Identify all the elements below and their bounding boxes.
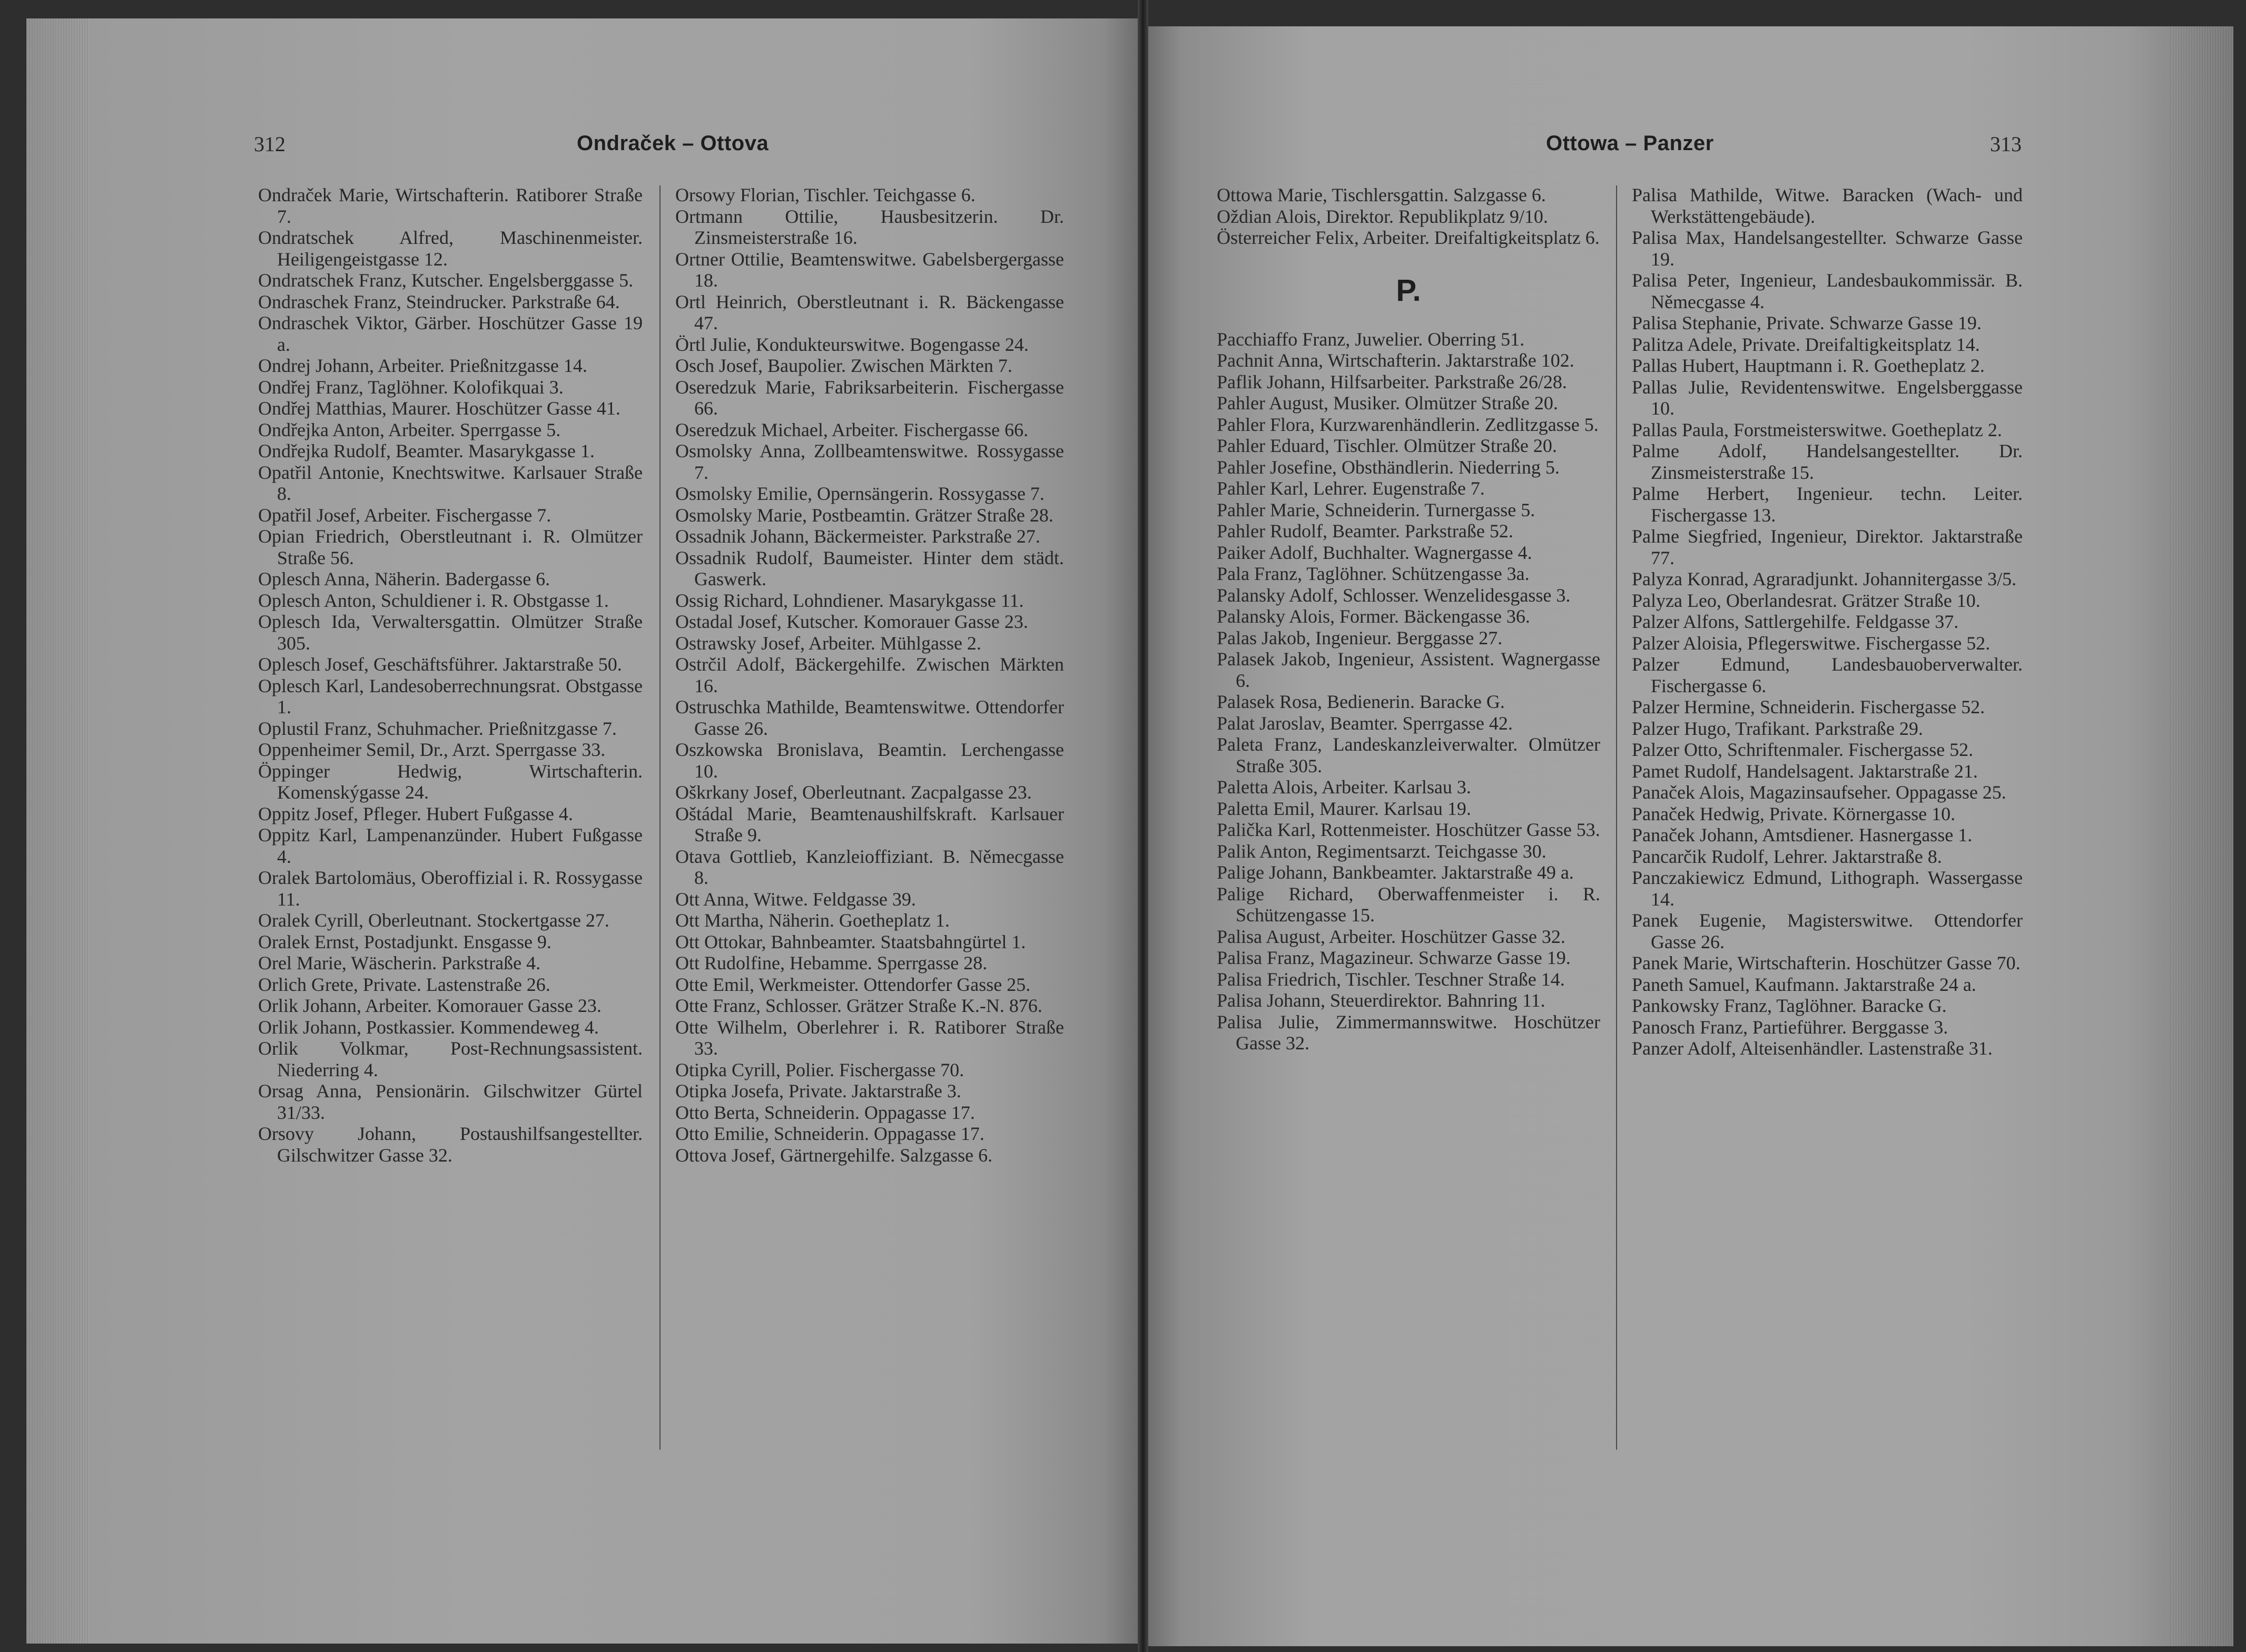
right-page-column-2 [1632,184,2023,1059]
directory-entry: Otte Franz, Schlosser. Grätzer Straße K.-N. 876. [675,995,1042,1016]
left-page-column-1 [258,184,643,1166]
directory-entry: Osmolsky Marie, Postbeamtin. Grätzer Straße 28. [675,504,1053,526]
directory-entry: Oralek Cyrill, Oberleutnant. Stockertgasse 27. [258,910,609,931]
directory-entry: Ostrawsky Josef, Arbeiter. Mühlgasse 2. [675,632,981,654]
directory-entry: Otipka Cyrill, Polier. Fischergasse 70. [675,1059,964,1080]
right-running-head: Ottowa – Panzer [1546,132,1714,155]
directory-entry: Palička Karl, Rottenmeister. Hoschützer Gasse 53. [1217,819,1600,840]
directory-entry: Oppenheimer Semil, Dr., Arzt. Sperrgasse 33. [258,739,606,760]
directory-entry: Orel Marie, Wäscherin. Parkstraße 4. [258,952,541,974]
directory-entry: Otto Berta, Schneiderin. Oppagasse 17. [675,1102,975,1123]
directory-entry: Ott Rudolfine, Hebamme. Sperrgasse 28. [675,952,988,974]
directory-entry: Ottowa Marie, Tischlersgattin. Salzgasse 6. [1217,184,1546,205]
directory-entry: Ondratschek Franz, Kutscher. Engelsberggasse 5. [258,270,634,291]
directory-entry: Orlik Johann, Postkassier. Kommendeweg 4. [258,1016,599,1038]
directory-entry: Oplesch Josef, Geschäftsführer. Jaktarstraße 50. [258,654,622,675]
directory-entry: Pahler Rudolf, Beamter. Parkstraße 52. [1217,520,1513,542]
directory-entry: Palme Siegfried, Ingenieur, Direktor. Jaktarstraße 77. [1632,526,2023,568]
directory-entry: Ortner Ottilie, Beamtenswitwe. Gabelsbergergasse 18. [675,248,1064,291]
directory-entry: Otava Gottlieb, Kanzleioffiziant. B. Němecgasse 8. [675,845,1064,888]
directory-entry: Palyza Leo, Oberlandesrat. Grätzer Straße 10. [1632,589,1981,611]
directory-entry: Palas Jakob, Ingenieur. Berggasse 27. [1217,627,1503,648]
directory-entry: Pahler Flora, Kurzwarenhändlerin. Zedlitzgasse 5. [1217,414,1599,435]
directory-entry: Palzer Hermine, Schneiderin. Fischergasse 52. [1632,696,1985,717]
directory-entry: Örtl Julie, Kondukteurswitwe. Bogengasse 24. [675,333,1029,355]
directory-entry: Österreicher Felix, Arbeiter. Dreifaltigkeitsplatz 6. [1217,227,1600,248]
directory-entry: Oralek Ernst, Postadjunkt. Ensgasse 9. [258,931,551,952]
directory-entry: Oplesch Ida, Verwaltersgattin. Olmützer Straße 305. [258,611,643,654]
directory-entry: Pallas Paula, Forstmeisterswitwe. Goetheplatz 2. [1632,419,2002,440]
directory-entry: Palisa Friedrich, Tischler. Teschner Straße 14. [1217,968,1565,990]
directory-entry: Pahler Josefine, Obsthändlerin. Niederring 5. [1217,456,1560,478]
directory-entry: Palzer Edmund, Landesbauoberverwalter. Fischergasse 6. [1632,654,2023,696]
directory-entry: Osmolsky Emilie, Opernsängerin. Rossygasse 7. [675,483,1045,504]
directory-entry: Oppitz Karl, Lampenanzünder. Hubert Fußgasse 4. [258,824,643,867]
directory-entry: Pahler Eduard, Tischler. Olmützer Straße 20. [1217,435,1557,456]
directory-entry: Otto Emilie, Schneiderin. Oppagasse 17. [675,1123,984,1144]
directory-entry: Palasek Rosa, Bedienerin. Baracke G. [1217,691,1505,712]
directory-entry: Pamet Rudolf, Handelsagent. Jaktarstraße 21. [1632,760,1978,782]
directory-entry: Opatřil Josef, Arbeiter. Fischergasse 7. [258,504,551,526]
directory-entry: Ottova Josef, Gärtnergehilfe. Salzgasse 6. [675,1144,993,1166]
directory-entry: Ostruschka Mathilde, Beamtenswitwe. Ottendorfer Gasse 26. [675,696,1064,739]
directory-entry: Palisa August, Arbeiter. Hoschützer Gasse 32. [1217,926,1565,947]
directory-entry: Orlik Johann, Arbeiter. Komorauer Gasse 23. [258,995,602,1016]
directory-entry: Paletta Emil, Maurer. Karlsau 19. [1217,798,1471,819]
directory-entry: Panczakiewicz Edmund, Lithograph. Wassergasse 14. [1632,867,2023,910]
directory-entry: Oplesch Karl, Landesoberrechnungsrat. Obstgasse 1. [258,675,643,717]
directory-entry: Osch Josef, Baupolier. Zwischen Märkten 7. [675,355,1012,376]
directory-entry: Palisa Mathilde, Witwe. Baracken (Wach- und Werkstättengebäude). [1632,184,2023,227]
section-letter-heading: P. [1396,273,1421,308]
directory-entry: Ondratschek Alfred, Maschinenmeister. Heiligengeistgasse 12. [258,227,643,270]
directory-entry: Orsowy Florian, Tischler. Teichgasse 6. [675,184,976,205]
directory-entry: Ondřej Franz, Taglöhner. Kolofikquai 3. [258,376,564,398]
right-page-column-1 [1217,184,1600,1054]
directory-entry: Paiker Adolf, Buchhalter. Wagnergasse 4. [1217,542,1532,563]
directory-entry: Paletta Alois, Arbeiter. Karlsau 3. [1217,776,1471,798]
directory-entry: Ortmann Ottilie, Hausbesitzerin. Dr. Zinsmeisterstraße 16. [675,205,1064,248]
directory-entry: Pahler Karl, Lehrer. Eugenstraße 7. [1217,478,1485,499]
directory-entry: Ortl Heinrich, Oberstleutnant i. R. Bäckengasse 47. [675,291,1064,333]
directory-entry: Ossig Richard, Lohndiener. Masarykgasse 11. [675,589,1024,611]
directory-entry: Ondřejka Rudolf, Beamter. Masarykgasse 1. [258,440,595,461]
directory-entry: Panaček Johann, Amtsdiener. Hasnergasse 1. [1632,824,1973,845]
directory-entry: Palisa Peter, Ingenieur, Landesbaukommissär. B. Němecgasse 4. [1632,270,2023,312]
book-gutter [1138,0,1148,1652]
directory-entry: Panaček Hedwig, Private. Körnergasse 10. [1632,803,1956,824]
directory-entry: Palme Herbert, Ingenieur. techn. Leiter. Fischergasse 13. [1632,483,2023,526]
directory-entry: Panosch Franz, Partieführer. Berggasse 3. [1632,1016,1948,1038]
directory-entry: Ott Martha, Näherin. Goetheplatz 1. [675,910,950,931]
directory-entry: Ondraschek Franz, Steindrucker. Parkstraße 64. [258,291,620,312]
directory-entry: Palzer Aloisia, Pflegerswitwe. Fischergasse 52. [1632,632,1991,654]
directory-entry: Palzer Alfons, Sattlergehilfe. Feldgasse 37. [1632,611,1959,632]
directory-entry: Palme Adolf, Handelsangestellter. Dr. Zinsmeisterstraße 15. [1632,440,2023,483]
left-page-column-2 [675,184,1064,1166]
directory-entry: Öppinger Hedwig, Wirtschafterin. Komenskýgasse 24. [258,760,643,803]
directory-entry: Oplustil Franz, Schuhmacher. Prießnitzgasse 7. [258,717,617,739]
left-column-rule [659,185,661,1450]
directory-entry: Panaček Alois, Magazinsaufseher. Oppagasse 25. [1632,782,2006,803]
directory-entry: Ostrčil Adolf, Bäckergehilfe. Zwischen Märkten 16. [675,654,1064,696]
directory-entry: Palat Jaroslav, Beamter. Sperrgasse 42. [1217,712,1513,734]
directory-entry: Opatřil Antonie, Knechtswitwe. Karlsauer Straße 8. [258,461,643,504]
directory-entry: Orsag Anna, Pensionärin. Gilschwitzer Gürtel 31/33. [258,1080,643,1123]
directory-entry: Opian Friedrich, Oberstleutnant i. R. Olmützer Straße 56. [258,526,643,568]
directory-entry: Ondřej Matthias, Maurer. Hoschützer Gasse 41. [258,398,620,419]
directory-entry: Pahler Marie, Schneiderin. Turnergasse 5. [1217,499,1535,520]
directory-entry: Ott Ottokar, Bahnbeamter. Staatsbahngürtel 1. [675,931,1026,952]
directory-entry: Pachnit Anna, Wirtschafterin. Jaktarstraße 102. [1217,350,1574,371]
directory-entry: Palige Johann, Bankbeamter. Jaktarstraße 49 a. [1217,862,1574,883]
left-page-edges [26,18,90,1644]
directory-entry: Oplesch Anna, Näherin. Badergasse 6. [258,568,550,589]
directory-entry: Palzer Otto, Schriftenmaler. Fischergasse 52. [1632,739,1974,760]
directory-entry: Ossadnik Johann, Bäckermeister. Parkstraße 27. [675,526,1040,547]
directory-entry: Oždian Alois, Direktor. Republikplatz 9/10. [1217,205,1548,227]
directory-entry: Orsovy Johann, Postaushilfsangestellter. Gilschwitzer Gasse 32. [258,1123,643,1166]
directory-entry: Pallas Hubert, Hauptmann i. R. Goetheplatz 2. [1632,355,1985,376]
directory-entry: Orlich Grete, Private. Lastenstraße 26. [258,974,550,995]
directory-entry: Palige Richard, Oberwaffenmeister i. R. Schützengasse 15. [1217,883,1600,926]
directory-entry: Paneth Samuel, Kaufmann. Jaktarstraße 24 a. [1632,974,1976,995]
directory-entry: Ondrej Johann, Arbeiter. Prießnitzgasse 14. [258,355,587,376]
directory-entry: Pankowsky Franz, Taglöhner. Baracke G. [1632,995,1947,1016]
directory-entry: Osmolsky Anna, Zollbeamtenswitwe. Rossygasse 7. [675,440,1064,483]
directory-entry: Oralek Bartolomäus, Oberoffizial i. R. Rossygasse 11. [258,867,643,910]
directory-entry: Palisa Max, Handelsangestellter. Schwarze Gasse 19. [1632,227,2023,270]
directory-entry: Palansky Adolf, Schlosser. Wenzelidesgasse 3. [1217,584,1571,606]
right-column-1-pre-letter [1217,184,1600,249]
directory-entry: Oseredzuk Marie, Fabriksarbeiterin. Fischergasse 66. [675,376,1064,419]
directory-entry: Ossadnik Rudolf, Baumeister. Hinter dem städt. Gaswerk. [675,547,1064,589]
directory-entry: Pancarčik Rudolf, Lehrer. Jaktarstraße 8. [1632,845,1942,867]
directory-entry: Oseredzuk Michael, Arbeiter. Fischergasse 66. [675,419,1029,440]
left-page-number: 312 [254,132,285,156]
directory-entry: Ondraschek Viktor, Gärber. Hoschützer Gasse 19 a. [258,312,643,355]
directory-entry: Palasek Jakob, Ingenieur, Assistent. Wagnergasse 6. [1217,648,1600,691]
directory-entry: Oštádal Marie, Beamtenaushilfskraft. Karlsauer Straße 9. [675,803,1064,845]
directory-entry: Oškrkany Josef, Oberleutnant. Zacpalgasse 23. [675,782,1032,803]
right-column-1-post-letter [1217,329,1600,1054]
directory-entry: Palitza Adele, Private. Dreifaltigkeitsplatz 14. [1632,333,1980,355]
directory-entry: Ott Anna, Witwe. Feldgasse 39. [675,888,916,910]
left-running-head: Ondraček – Ottova [577,132,769,155]
directory-entry: Palik Anton, Regimentsarzt. Teichgasse 30. [1217,840,1546,862]
directory-entry: Orlik Volkmar, Post-Rechnungsassistent. Niederring 4. [258,1038,643,1080]
directory-entry: Panzer Adolf, Alteisenhändler. Lastenstraße 31. [1632,1038,1993,1059]
right-column-rule [1616,185,1617,1450]
directory-entry: Palansky Alois, Former. Bäckengasse 36. [1217,606,1530,627]
directory-entry: Pallas Julie, Revidentenswitwe. Engelsberggasse 10. [1632,376,2023,419]
directory-entry: Pala Franz, Taglöhner. Schützengasse 3a. [1217,563,1530,584]
directory-entry: Ondraček Marie, Wirtschafterin. Ratiborer Straße 7. [258,184,643,227]
directory-entry: Oppitz Josef, Pfleger. Hubert Fußgasse 4. [258,803,573,824]
directory-entry: Palisa Julie, Zimmermannswitwe. Hoschützer Gasse 32. [1217,1011,1600,1054]
directory-entry: Oszkowska Bronislava, Beamtin. Lerchengasse 10. [675,739,1064,782]
directory-entry: Paleta Franz, Landeskanzleiverwalter. Olmützer Straße 305. [1217,734,1600,776]
directory-entry: Ondřejka Anton, Arbeiter. Sperrgasse 5. [258,419,561,440]
directory-entry: Palisa Franz, Magazineur. Schwarze Gasse 19. [1217,947,1571,968]
directory-entry: Pahler August, Musiker. Olmützer Straße 20. [1217,392,1558,414]
directory-entry: Otte Emil, Werkmeister. Ottendorfer Gasse 25. [675,974,1031,995]
directory-entry: Otipka Josefa, Private. Jaktarstraße 3. [675,1080,961,1102]
directory-entry: Pacchiaffo Franz, Juwelier. Oberring 51. [1217,328,1525,350]
right-page-number: 313 [1990,132,2022,156]
directory-entry: Palzer Hugo, Trafikant. Parkstraße 29. [1632,717,1923,739]
right-page-edges [2170,26,2233,1646]
directory-entry: Paflik Johann, Hilfsarbeiter. Parkstraße 26/28. [1217,371,1567,392]
directory-entry: Palisa Johann, Steuerdirektor. Bahnring 11. [1217,990,1545,1011]
directory-entry: Palisa Stephanie, Private. Schwarze Gasse 19. [1632,312,1982,333]
directory-entry: Panek Marie, Wirtschafterin. Hoschützer Gasse 70. [1632,952,2021,974]
directory-entry: Ostadal Josef, Kutscher. Komorauer Gasse 23. [675,611,1028,632]
directory-entry: Oplesch Anton, Schuldiener i. R. Obstgasse 1. [258,589,609,611]
directory-entry: Otte Wilhelm, Oberlehrer i. R. Ratiborer Straße 33. [675,1016,1064,1059]
directory-entry: Panek Eugenie, Magisterswitwe. Ottendorfer Gasse 26. [1632,910,2023,952]
directory-entry: Palyza Konrad, Agraradjunkt. Johannitergasse 3/5. [1632,568,2017,589]
